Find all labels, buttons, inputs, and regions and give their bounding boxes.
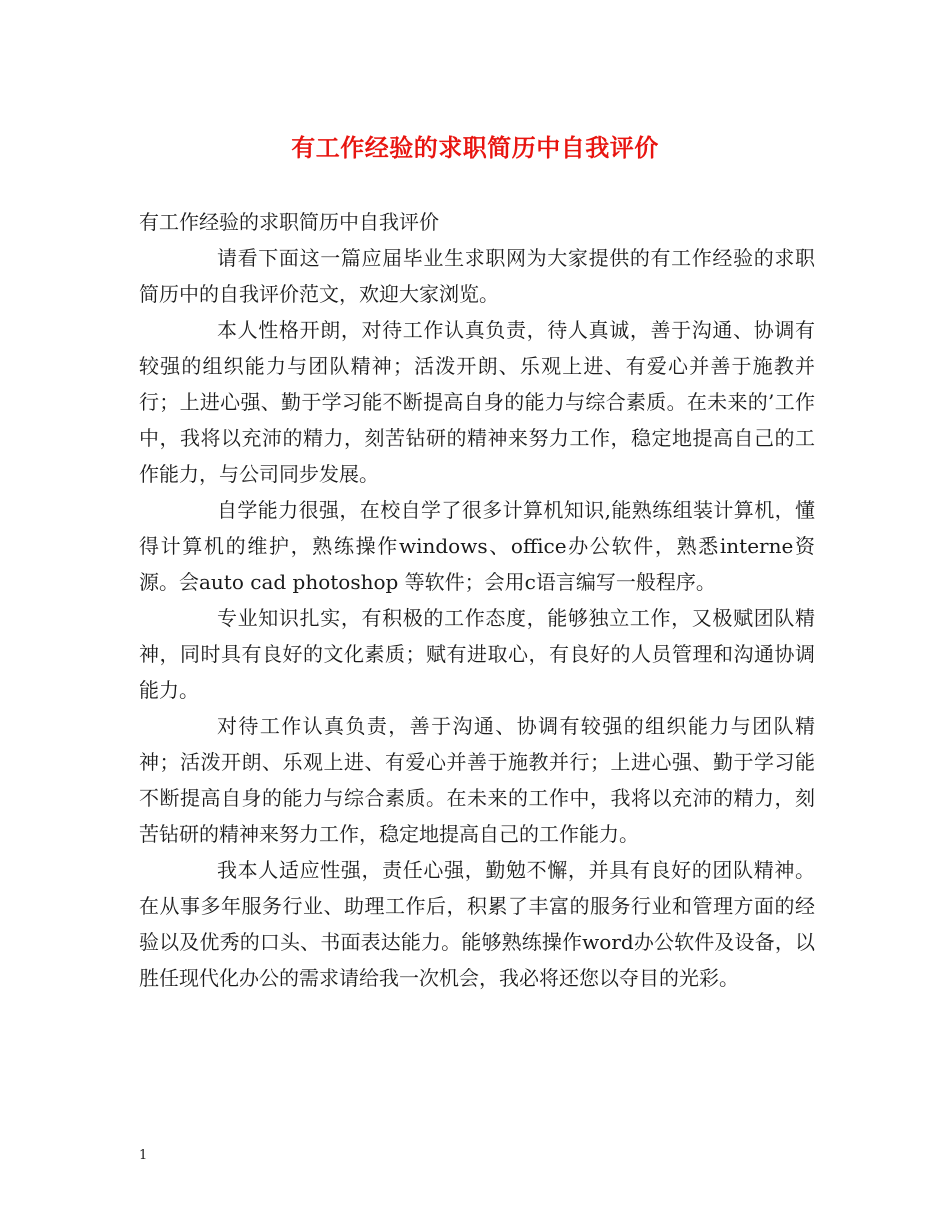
paragraph-computer-skills: 自学能力很强，在校自学了很多计算机知识,能熟练组装计算机，懂得计算机的维护，熟练操作windows、office办公软件，熟悉interne资源。会auto cad photoshop 等软件；会用c语言编写一般程序。 <box>139 498 815 594</box>
paragraph-work-attitude: 对待工作认真负责，善于沟通、协调有较强的组织能力与团队精神；活泼开朗、乐观上进、有爱心并善于施教并行；上进心强、勤于学习能不断提高自身的能力与综合素质。在未来的工作中，我将以充沛的精力，刻苦钻研的精神来努力工作，稳定地提高自己的工作能力。 <box>139 714 815 846</box>
page-number: 1 <box>139 1148 148 1163</box>
document-title: 有工作经验的求职简历中自我评价 <box>291 133 659 162</box>
paragraph-adaptability: 我本人适应性强，责任心强，勤勉不懈，并具有良好的团队精神。在从事多年服务行业、助理工作后，积累了丰富的服务行业和管理方面的经验以及优秀的口头、书面表达能力。能够熟练操作word办公软件及设备，以胜任现代化办公的需求请给我一次机会，我必将还您以夺目的光彩。 <box>139 858 815 990</box>
paragraph-personality: 本人性格开朗，对待工作认真负责，待人真诚，善于沟通、协调有较强的组织能力与团队精神；活泼开朗、乐观上进、有爱心并善于施教并行；上进心强、勤于学习能不断提高自身的能力与综合素质。在未来的’工作中，我将以充沛的精力，刻苦钻研的精神来努力工作，稳定地提高自己的工作能力，与公司同步发展。 <box>139 318 815 486</box>
paragraph-professional-knowledge: 专业知识扎实，有积极的工作态度，能够独立工作，又极赋团队精神，同时具有良好的文化素质；赋有进取心，有良好的人员管理和沟通协调能力。 <box>139 606 815 702</box>
paragraph-intro: 请看下面这一篇应届毕业生求职网为大家提供的有工作经验的求职简历中的自我评价范文，欢迎大家浏览。 <box>139 246 815 306</box>
document-body <box>139 204 815 996</box>
document-subtitle: 有工作经验的求职简历中自我评价 <box>139 210 439 234</box>
